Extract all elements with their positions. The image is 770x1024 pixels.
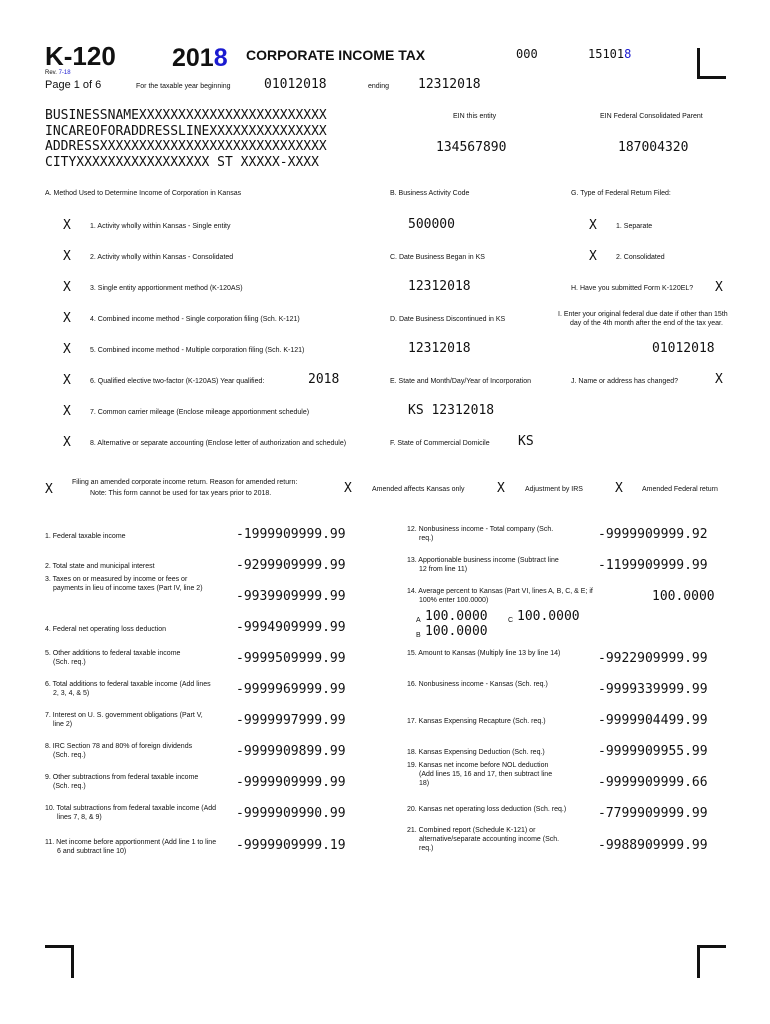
amended-irs-mark[interactable]: X: [497, 481, 505, 496]
line-14-label: 14. Average percent to Kansas (Part VI, lines A, B, C, & E; if 100% enter 100.0000): [407, 588, 593, 604]
form-year: [172, 44, 228, 72]
date-business-discontinued[interactable]: 12312018: [408, 341, 471, 356]
amended-federal-label: Amended Federal return: [642, 486, 718, 493]
line-2-label: 2. Total state and municipal interest: [45, 563, 155, 570]
line-20-value[interactable]: -7799909999.99: [598, 806, 708, 821]
line-3-value[interactable]: -9939909999.99: [236, 589, 346, 604]
line-10-value[interactable]: -9999909990.99: [236, 806, 346, 821]
section-a-title: A. Method Used to Determine Income of Corporation in Kansas: [45, 190, 242, 197]
line-16-label: 16. Nonbusiness income - Kansas (Sch. req.): [407, 681, 548, 688]
line-14b-label: B: [416, 632, 421, 639]
line-6-value[interactable]: -9999969999.99: [236, 682, 346, 697]
method-5-label: 5. Combined income method - Multiple corporation filing (Sch. K-121): [90, 347, 305, 354]
return-separate-label: 1. Separate: [616, 223, 653, 230]
line-11-label: 11. Net income before apportionment (Add line 1 to line 6 and subtract line 10): [45, 839, 217, 855]
ein-parent-label: EIN Federal Consolidated Parent: [600, 113, 703, 120]
header-code-2-prefix: 15101: [588, 47, 625, 61]
corner-mark-bottom-right: [697, 945, 726, 978]
business-activity-code[interactable]: 500000: [408, 217, 455, 232]
line-14a-label: A: [416, 617, 421, 624]
line-1-label: 1. Federal taxable income: [45, 533, 126, 540]
section-g-label: G. Type of Federal Return Filed:: [571, 190, 671, 197]
ein-parent-value: 187004320: [618, 140, 689, 155]
section-e-label: E. State and Month/Day/Year of Incorporation: [390, 378, 531, 385]
return-consolidated-label: 2. Consolidated: [616, 254, 665, 261]
section-d-label: D. Date Business Discontinued in KS: [390, 316, 506, 323]
business-name: BUSINESSNAMEXXXXXXXXXXXXXXXXXXXXXXXX: [45, 108, 327, 123]
method-7-mark[interactable]: X: [63, 404, 71, 419]
header-code-2: [588, 47, 631, 61]
line-13-label: 13. Apportionable business income (Subtract line 12 from line 11): [407, 557, 559, 573]
return-consolidated-mark[interactable]: X: [589, 249, 597, 264]
line-5-label: 5. Other additions to federal taxable income (Sch. req.): [45, 650, 181, 666]
form-year-suffix: 8: [213, 44, 228, 72]
line-14b-value[interactable]: 100.0000: [425, 624, 488, 639]
section-f-label: F. State of Commercial Domicile: [390, 440, 490, 447]
original-due-date[interactable]: 01012018: [652, 341, 715, 356]
method-7-label: 7. Common carrier mileage (Enclose mileage apportionment schedule): [90, 409, 310, 416]
line-19-label: 19. Kansas net income before NOL deduction (Add lines 15, 16 and 17, then subtract line 18): [407, 762, 553, 787]
line-10-label: 10. Total subtractions from federal taxable income (Add lines 7, 8, & 9): [45, 805, 217, 821]
line-20-label: 20. Kansas net operating loss deduction (Sch. req.): [407, 806, 567, 813]
header-code-1: 000: [516, 47, 538, 61]
k120el-mark[interactable]: X: [715, 280, 723, 295]
line-3-label: 3. Taxes on or measured by income or fees or payments in lieu of income taxes (Part IV, line 2): [45, 576, 203, 592]
page-number: Page 1 of 6: [45, 79, 102, 91]
taxable-year-ending: 12312018: [418, 77, 481, 92]
state-incorporation[interactable]: KS 12312018: [408, 403, 495, 418]
line-7-label: 7. Interest on U. S. government obligations (Part V, line 2): [45, 712, 203, 728]
line-13-value[interactable]: -1199909999.99: [598, 558, 708, 573]
section-h-label: H. Have you submitted Form K-120EL?: [571, 285, 694, 292]
amended-mark[interactable]: X: [45, 482, 53, 497]
amended-kansas-label: Amended affects Kansas only: [372, 486, 465, 493]
line-17-value[interactable]: -9999904499.99: [598, 713, 708, 728]
amended-label: Filing an amended corporate income return. Reason for amended return:: [72, 479, 298, 486]
city-state-zip: CITYXXXXXXXXXXXXXXXXX ST XXXXX-XXXX: [45, 154, 319, 170]
form-number: K-120: [45, 41, 116, 71]
method-4-mark[interactable]: X: [63, 311, 71, 326]
ein-value: 134567890: [436, 140, 507, 155]
section-j-label: J. Name or address has changed?: [571, 378, 679, 385]
address-block: [45, 108, 327, 170]
section-c-label: C. Date Business Began in KS: [390, 254, 485, 261]
line-15-value[interactable]: -9922909999.99: [598, 651, 708, 666]
corner-mark-top-right: [697, 48, 726, 79]
line-12-value[interactable]: -9999909999.92: [598, 527, 708, 542]
line-18-value[interactable]: -9999909955.99: [598, 744, 708, 759]
amended-irs-label: Adjustment by IRS: [525, 486, 583, 493]
street-address: ADDRESSXXXXXXXXXXXXXXXXXXXXXXXXXXXXX: [45, 139, 327, 154]
taxable-year-label: For the taxable year beginning: [136, 83, 231, 90]
ein-label: EIN this entity: [453, 113, 497, 120]
method-4-label: 4. Combined income method - Single corporation filing (Sch. K-121): [90, 316, 300, 323]
corner-mark-bottom-left: [45, 945, 74, 978]
amended-kansas-mark[interactable]: X: [344, 481, 352, 496]
line-12-label: 12. Nonbusiness income - Total company (Sch. req.): [407, 526, 554, 542]
line-8-label: 8. IRC Section 78 and 80% of foreign dividends (Sch. req.): [45, 743, 193, 759]
line-14c-value[interactable]: 100.0000: [517, 609, 580, 624]
method-3-label: 3. Single entity apportionment method (K-120AS): [90, 285, 243, 292]
line-14-value[interactable]: 100.0000: [652, 589, 715, 604]
line-4-label: 4. Federal net operating loss deduction: [45, 626, 167, 633]
line-8-value[interactable]: -9999909899.99: [236, 744, 346, 759]
line-11-value[interactable]: -9999909999.19: [236, 838, 346, 853]
method-3-mark[interactable]: X: [63, 280, 71, 295]
line-14a-value[interactable]: 100.0000: [425, 609, 488, 624]
return-separate-mark[interactable]: X: [589, 218, 597, 233]
in-care-of: INCAREOFORADDRESSLINEXXXXXXXXXXXXXXX: [45, 123, 327, 139]
method-2-label: 2. Activity wholly within Kansas - Consolidated: [90, 254, 234, 261]
revision: [45, 70, 71, 76]
method-2-mark[interactable]: X: [63, 249, 71, 264]
state-commercial-domicile[interactable]: KS: [518, 434, 534, 449]
line-2-value[interactable]: -9299909999.99: [236, 558, 346, 573]
date-business-began[interactable]: 12312018: [408, 279, 471, 294]
line-18-label: 18. Kansas Expensing Deduction (Sch. req.): [407, 749, 545, 756]
section-b-label: B. Business Activity Code: [390, 190, 470, 197]
method-6-label: 6. Qualified elective two-factor (K-120AS) Year qualified:: [90, 378, 265, 385]
line-1-value[interactable]: -1999909999.99: [236, 527, 346, 542]
method-8-mark[interactable]: X: [63, 435, 71, 450]
form-year-prefix: 201: [172, 44, 214, 72]
method-1-mark[interactable]: X: [63, 218, 71, 233]
line-14c-label: C: [508, 617, 514, 624]
line-5-value[interactable]: -9999509999.99: [236, 651, 346, 666]
amended-federal-mark[interactable]: X: [615, 481, 623, 496]
line-7-value[interactable]: -9999997999.99: [236, 713, 346, 728]
revision-value: 7-18: [58, 70, 71, 76]
line-9-value[interactable]: -9999909999.99: [236, 775, 346, 790]
line-17-label: 17. Kansas Expensing Recapture (Sch. req.): [407, 718, 546, 725]
line-6-label: 6. Total additions to federal taxable income (Add lines 2, 3, 4, & 5): [45, 681, 211, 697]
section-i-label: I. Enter your original federal due date if other than 15th day of the 4th month after the end of the tax year.: [558, 311, 728, 327]
method-6-mark[interactable]: X: [63, 373, 71, 388]
line-4-value[interactable]: -9994909999.99: [236, 620, 346, 635]
name-changed-mark[interactable]: X: [715, 372, 723, 387]
method-5-mark[interactable]: X: [63, 342, 71, 357]
header-code-2-suffix: 8: [624, 47, 632, 61]
amended-note: Note: This form cannot be used for tax years prior to 2018.: [90, 490, 272, 497]
method-1-label: 1. Activity wholly within Kansas - Single entity: [90, 223, 231, 230]
revision-prefix: Rev.: [45, 70, 57, 76]
line-16-value[interactable]: -9999339999.99: [598, 682, 708, 697]
year-qualified-value[interactable]: 2018: [308, 372, 340, 387]
taxable-year-beginning: 01012018: [264, 77, 327, 92]
line-9-label: 9. Other subtractions from federal taxable income (Sch. req.): [45, 774, 199, 790]
line-21-label: 21. Combined report (Schedule K-121) or alternative/separate accounting income (Sch. req.): [407, 827, 560, 852]
ending-label: ending: [368, 83, 390, 90]
form-title: CORPORATE INCOME TAX: [246, 47, 426, 63]
method-8-label: 8. Alternative or separate accounting (Enclose letter of authorization and schedule): [90, 440, 347, 447]
line-21-value[interactable]: -9988909999.99: [598, 838, 708, 853]
line-15-label: 15. Amount to Kansas (Multiply line 13 by line 14): [407, 650, 561, 657]
line-19-value[interactable]: -9999909999.66: [598, 775, 708, 790]
